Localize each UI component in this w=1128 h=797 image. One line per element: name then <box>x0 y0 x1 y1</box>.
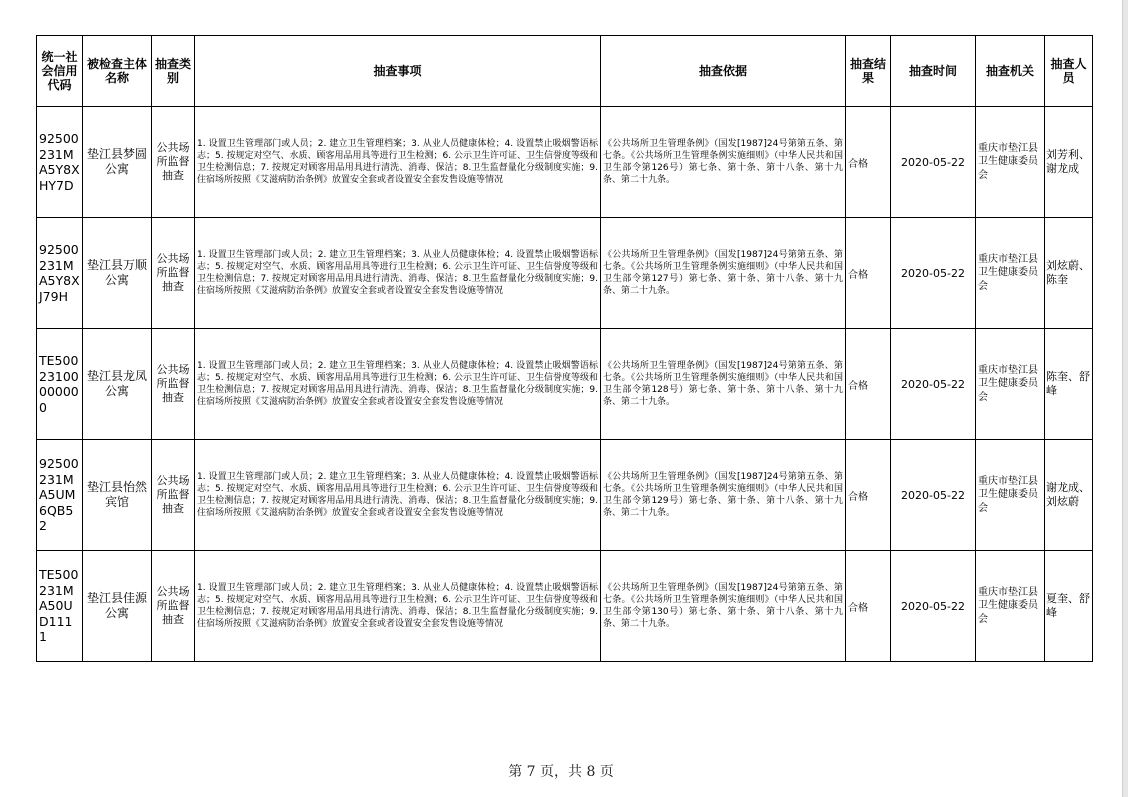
cell-person: 陈奎、舒峰 <box>1045 329 1093 440</box>
table-row <box>37 107 1093 218</box>
cell-person: 谢龙成、刘炫蔚 <box>1045 440 1093 551</box>
cell-basis: 《公共场所卫生管理条例》（国发[1987]24号第第五条、第七条。《公共场所卫生管理条例实施细则》（中华人民共和国卫生部令第126号）第七条、第十条、第十八条、第十九条、第二十九条。 <box>601 107 846 218</box>
table-row <box>37 329 1093 440</box>
cell-code: TE500231MA50UD1111 <box>37 551 83 662</box>
header-basis: 抽查依据 <box>601 36 846 107</box>
header-person: 抽查人员 <box>1045 36 1093 107</box>
cell-result: 合格 <box>846 107 891 218</box>
page-number: 第 7 页，共 8 页 <box>508 764 614 780</box>
table-row <box>37 551 1093 662</box>
cell-type: 公共场所监督抽查 <box>152 218 195 329</box>
cell-date: 2020-05-22 <box>891 551 976 662</box>
cell-org: 重庆市垫江县卫生健康委员会 <box>976 218 1045 329</box>
cell-org: 重庆市垫江县卫生健康委员会 <box>976 329 1045 440</box>
cell-basis: 《公共场所卫生管理条例》（国发[1987]24号第第五条、第七条。《公共场所卫生管理条例实施细则》（中华人民共和国卫生部令第129号）第七条、第十条、第十八条、第十九条、第二十九条。 <box>601 440 846 551</box>
cell-org: 重庆市垫江县卫生健康委员会 <box>976 551 1045 662</box>
cell-result: 合格 <box>846 329 891 440</box>
cell-name: 垫江县龙凤公寓 <box>83 329 152 440</box>
cell-person: 刘炫蔚、陈奎 <box>1045 218 1093 329</box>
cell-code: 92500231MA5UM6QB52 <box>37 440 83 551</box>
cell-items: 1. 设置卫生管理部门或人员；2. 建立卫生管理档案；3. 从业人员健康体检；4. 设置禁止吸烟警语标志；5. 按规定对空气、水质、顾客用品用具等进行卫生检测；6. 公示卫生许可证、卫生信誉度等级和卫生检测信息；7. 按规定对顾客用品用具进行清洗、消毒、保洁；8.卫生监督量化分级制度实施；9.住宿场所按照《艾滋病防治条例》放置安全套或者设置安全套发售设施等情况 <box>195 218 601 329</box>
cell-person: 刘芳利、谢龙成 <box>1045 107 1093 218</box>
header-name: 被检查主体名称 <box>83 36 152 107</box>
cell-basis: 《公共场所卫生管理条例》（国发[1987]24号第第五条、第七条。《公共场所卫生管理条例实施细则》（中华人民共和国卫生部令第130号）第七条、第十条、第十八条、第十九条、第二十九条。 <box>601 551 846 662</box>
cell-date: 2020-05-22 <box>891 329 976 440</box>
cell-code: 92500231MA5Y8XHY7D <box>37 107 83 218</box>
cell-org: 重庆市垫江县卫生健康委员会 <box>976 440 1045 551</box>
header-items: 抽查事项 <box>195 36 601 107</box>
cell-result: 合格 <box>846 218 891 329</box>
cell-date: 2020-05-22 <box>891 440 976 551</box>
inspection-table <box>36 35 1093 662</box>
header-type: 抽查类别 <box>152 36 195 107</box>
cell-person: 夏奎、舒峰 <box>1045 551 1093 662</box>
cell-items: 1. 设置卫生管理部门或人员；2. 建立卫生管理档案；3. 从业人员健康体检；4. 设置禁止吸烟警语标志；5. 按规定对空气、水质、顾客用品用具等进行卫生检测；6. 公示卫生许可证、卫生信誉度等级和卫生检测信息；7. 按规定对顾客用品用具进行清洗、消毒、保洁；8.卫生监督量化分级制度实施；9.住宿场所按照《艾滋病防治条例》放置安全套或者设置安全套发售设施等情况 <box>195 107 601 218</box>
cell-result: 合格 <box>846 440 891 551</box>
header-date: 抽查时间 <box>891 36 976 107</box>
header-code: 统一社会信用代码 <box>37 36 83 107</box>
cell-type: 公共场所监督抽查 <box>152 107 195 218</box>
cell-basis: 《公共场所卫生管理条例》（国发[1987]24号第第五条、第七条。《公共场所卫生管理条例实施细则》（中华人民共和国卫生部令第128号）第七条、第十条、第十八条、第十九条、第二十九条。 <box>601 329 846 440</box>
cell-org: 重庆市垫江县卫生健康委员会 <box>976 107 1045 218</box>
cell-result: 合格 <box>846 551 891 662</box>
header-result: 抽查结果 <box>846 36 891 107</box>
cell-name: 垫江县万顺公寓 <box>83 218 152 329</box>
table-row <box>37 440 1093 551</box>
cell-code: TE50023100000000 <box>37 329 83 440</box>
cell-code: 92500231MA5Y8XJ79H <box>37 218 83 329</box>
table-row <box>37 218 1093 329</box>
cell-items: 1. 设置卫生管理部门或人员；2. 建立卫生管理档案；3. 从业人员健康体检；4. 设置禁止吸烟警语标志；5. 按规定对空气、水质、顾客用品用具等进行卫生检测；6. 公示卫生许可证、卫生信誉度等级和卫生检测信息；7. 按规定对顾客用品用具进行清洗、消毒、保洁；8.卫生监督量化分级制度实施；9.住宿场所按照《艾滋病防治条例》放置安全套或者设置安全套发售设施等情况 <box>195 440 601 551</box>
header-row <box>37 36 1093 107</box>
cell-name: 垫江县佳源公寓 <box>83 551 152 662</box>
cell-type: 公共场所监督抽查 <box>152 440 195 551</box>
cell-name: 垫江县怡然宾馆 <box>83 440 152 551</box>
cell-type: 公共场所监督抽查 <box>152 329 195 440</box>
cell-date: 2020-05-22 <box>891 218 976 329</box>
cell-basis: 《公共场所卫生管理条例》（国发[1987]24号第第五条、第七条。《公共场所卫生管理条例实施细则》（中华人民共和国卫生部令第127号）第七条、第十条、第十八条、第十九条、第二十九条。 <box>601 218 846 329</box>
header-org: 抽查机关 <box>976 36 1045 107</box>
cell-items: 1. 设置卫生管理部门或人员；2. 建立卫生管理档案；3. 从业人员健康体检；4. 设置禁止吸烟警语标志；5. 按规定对空气、水质、顾客用品用具等进行卫生检测；6. 公示卫生许可证、卫生信誉度等级和卫生检测信息；7. 按规定对顾客用品用具进行清洗、消毒、保洁；8.卫生监督量化分级制度实施；9.住宿场所按照《艾滋病防治条例》放置安全套或者设置安全套发售设施等情况 <box>195 329 601 440</box>
cell-items: 1. 设置卫生管理部门或人员；2. 建立卫生管理档案；3. 从业人员健康体检；4. 设置禁止吸烟警语标志；5. 按规定对空气、水质、顾客用品用具等进行卫生检测；6. 公示卫生许可证、卫生信誉度等级和卫生检测信息；7. 按规定对顾客用品用具进行清洗、消毒、保洁；8.卫生监督量化分级制度实施；9.住宿场所按照《艾滋病防治条例》放置安全套或者设置安全套发售设施等情况 <box>195 551 601 662</box>
cell-date: 2020-05-22 <box>891 107 976 218</box>
cell-type: 公共场所监督抽查 <box>152 551 195 662</box>
cell-name: 垫江县梦圆公寓 <box>83 107 152 218</box>
